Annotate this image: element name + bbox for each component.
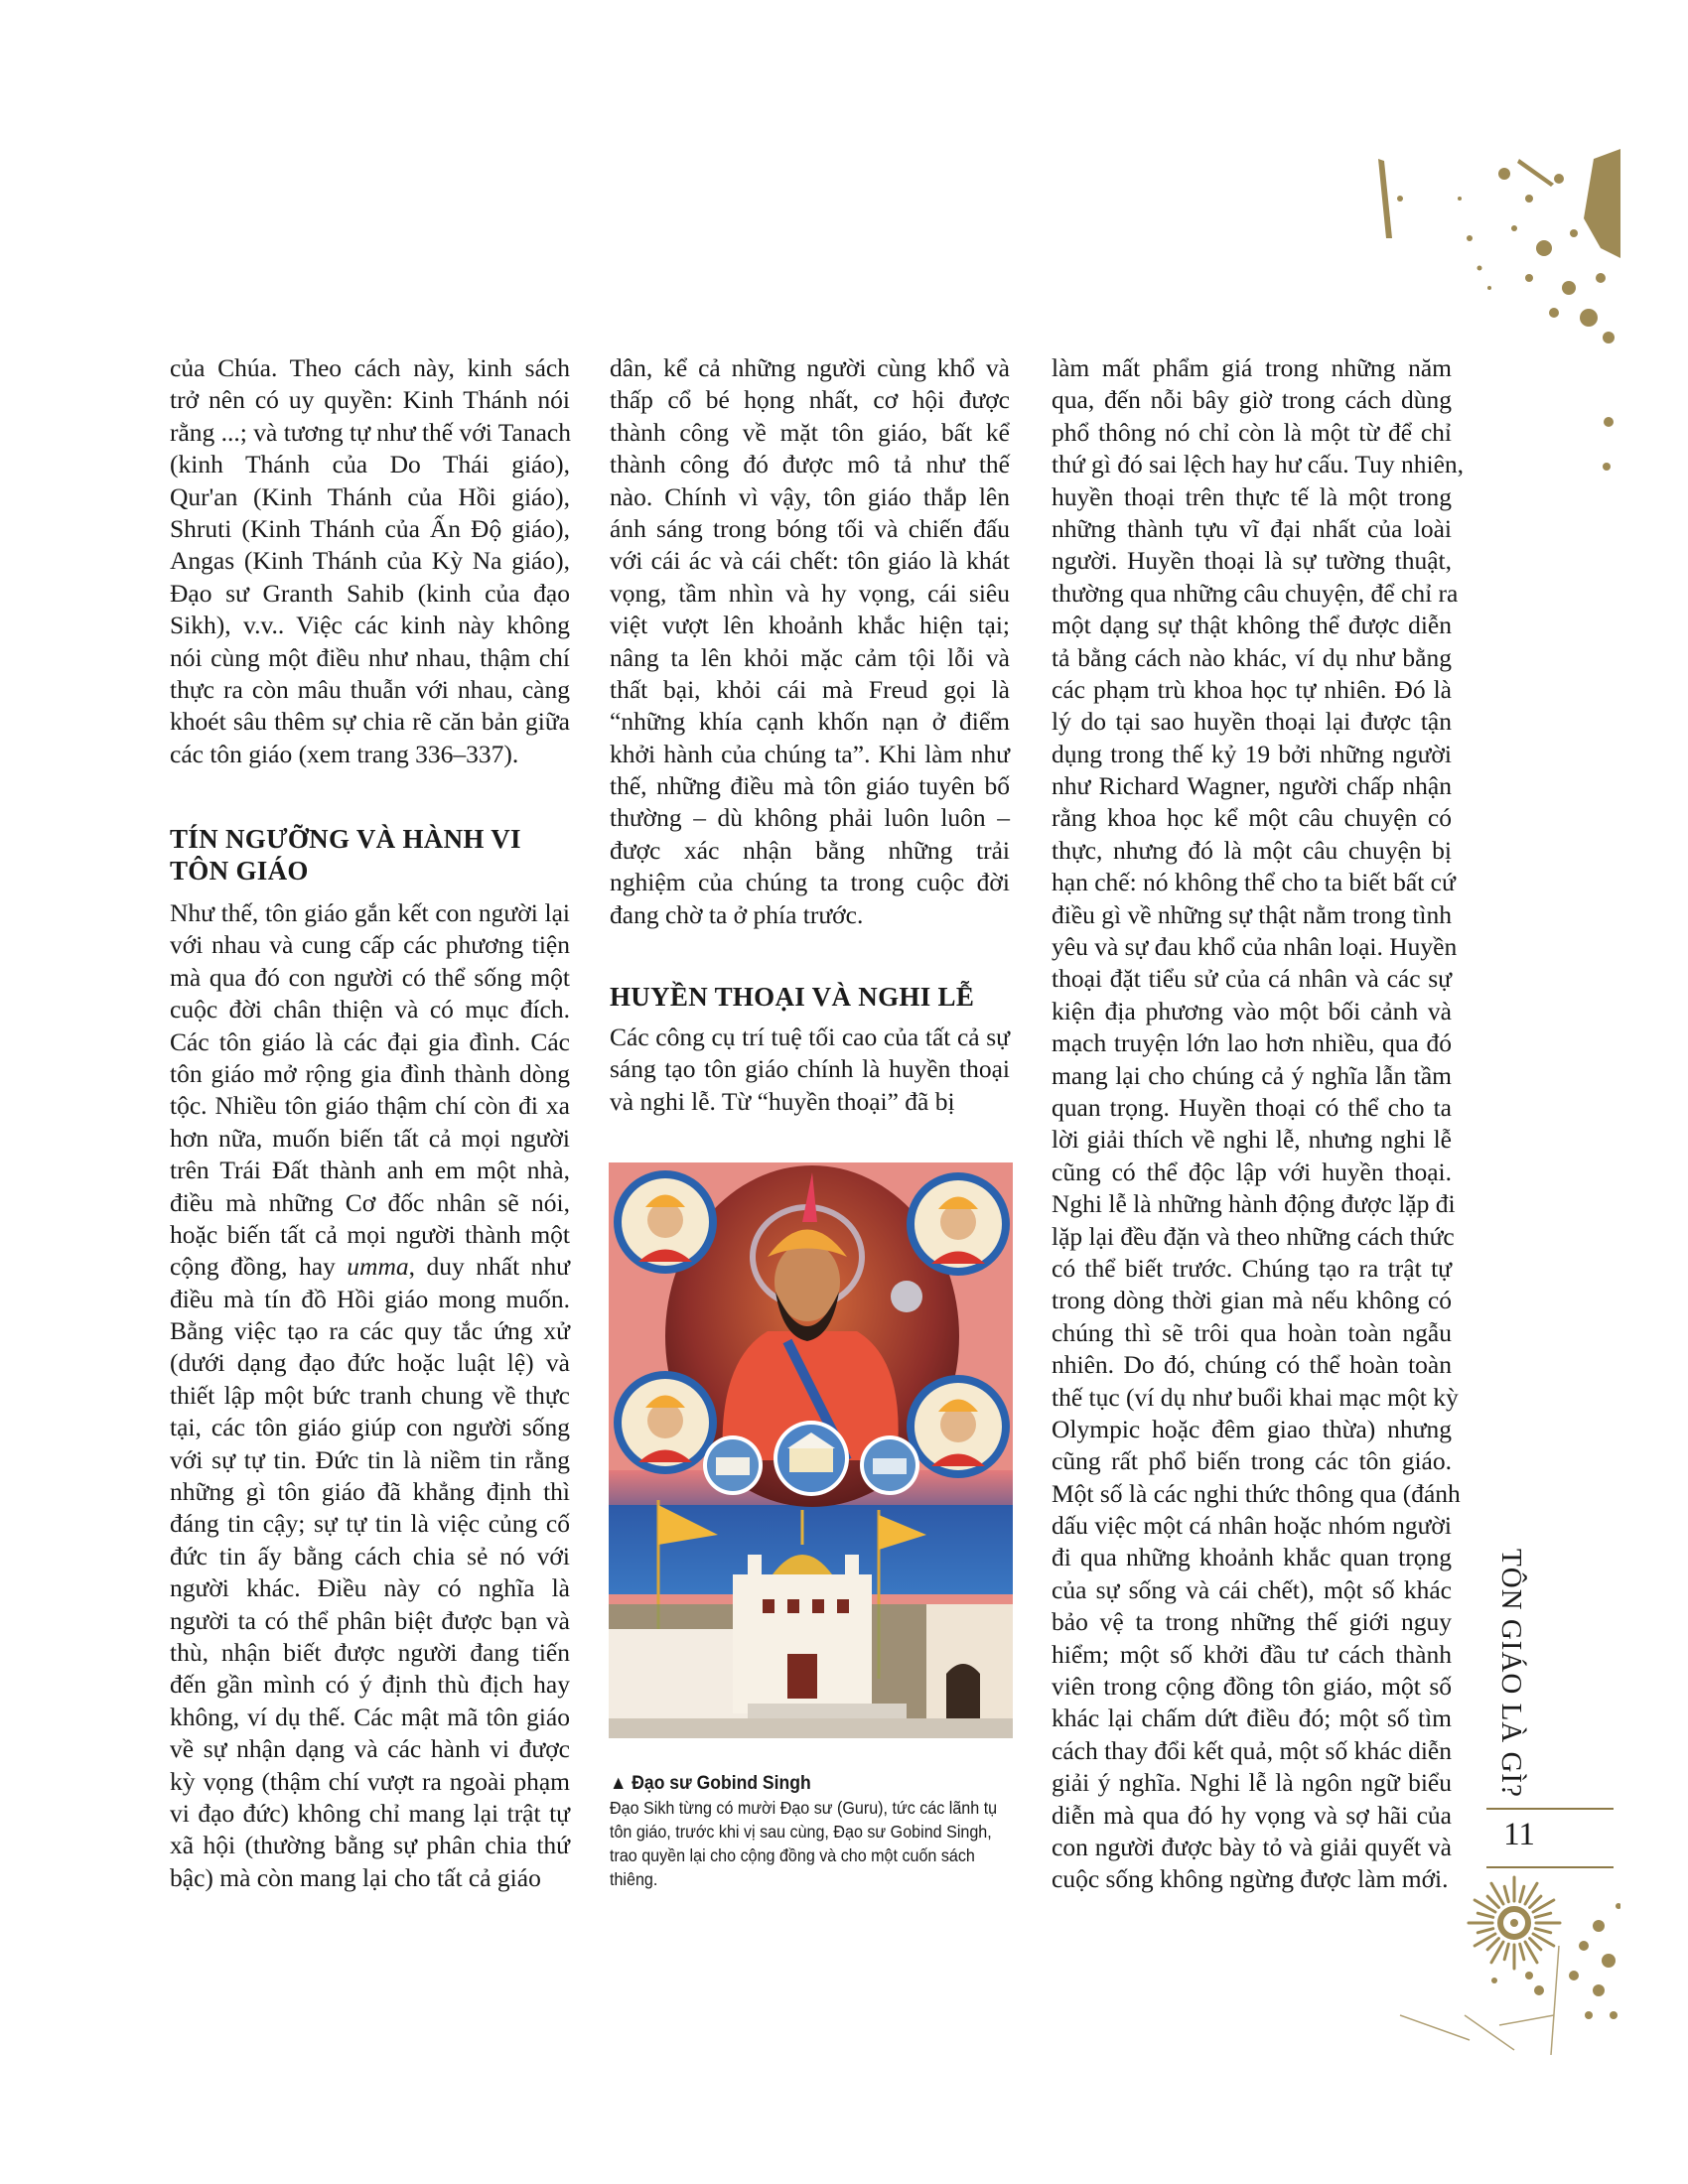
text-line: thực, nhưng đó là một câu chuyện bị: [1052, 835, 1452, 865]
heading-line: TÔN GIÁO: [170, 856, 309, 887]
column-1-text: [170, 352, 570, 770]
sun-ray: [1520, 1886, 1524, 1901]
text-line: được xác nhận bằng những trải: [610, 835, 1010, 865]
text-line: giải ý nghĩa. Nghi lễ là ngôn ngữ biểu: [1052, 1768, 1452, 1798]
text-line: tôn giáo mở rộng gia đình thành dòng: [170, 1058, 570, 1088]
text-line: yêu và sự đau khổ của nhân loại. Huyền: [1052, 932, 1458, 962]
section-heading-beliefs: [170, 822, 570, 887]
text-line: hơn nữa, muốn biến tất cả mọi người: [170, 1123, 570, 1153]
text-line: khác lại chấm dứt điều đó; một số tìm: [1052, 1704, 1452, 1733]
sun-ray: [1520, 1944, 1524, 1959]
text-line: kỳ vọng (thậm chí vượt ra ngoài phạm: [170, 1766, 570, 1796]
text-line: cũng có thể độc lập với huyền thoại.: [1052, 1157, 1452, 1186]
text-line: người khác. Điều này có nghĩa là: [170, 1573, 570, 1603]
text-line: dân, kể cả những người cùng khổ và: [610, 353, 1010, 382]
medallion-top-right: [907, 1172, 1010, 1276]
text-line: trong dòng thời gian mà nếu không có: [1052, 1286, 1452, 1315]
text-line: thứ gì đó sai lệch hay hư cấu. Tuy nhiên,: [1052, 450, 1465, 479]
text-line: sáng tạo tôn giáo chính là huyền thoại: [610, 1054, 1010, 1084]
figure-caption: [610, 1770, 1017, 1891]
text-line: lời giải thích về nghi lễ, nhưng nghi lễ: [1052, 1125, 1452, 1155]
text-line: đáng tin cậy; sự tự tin là việc củng cố: [170, 1509, 570, 1539]
text-line: nghiệm của chúng ta trong cuộc đời: [610, 868, 1010, 897]
text-line: cuộc đời chân thiện và có mục đích.: [170, 995, 570, 1024]
sun-ray: [1477, 1929, 1492, 1933]
text-line: những thành tựu vĩ đại nhất của loài: [1052, 513, 1452, 543]
text-line: về sự nhận dạng và các hành vi được: [170, 1734, 570, 1764]
text-line: nói cùng một điều như nhau, thậm chí: [170, 642, 570, 672]
text-line: thế tục (ví dụ như buổi khai mạc một kỳ: [1052, 1382, 1459, 1412]
text-line: (kinh Thánh của Do Thái giáo),: [170, 450, 570, 479]
page-number: 11: [1503, 1817, 1535, 1852]
section-heading-myth-ritual: HUYỀN THOẠI VÀ NGHI LỄ: [610, 982, 975, 1012]
text-line: mà qua đó con người có thể sống một: [170, 962, 570, 992]
temple-left-wall: [609, 1629, 748, 1718]
text-line: trên Trái Đất thành anh em một nhà,: [170, 1156, 570, 1185]
sun-ornament-decoration: [1370, 1866, 1620, 2065]
text-line: Đạo sư Granth Sahib (kinh của đạo: [170, 578, 570, 608]
text-line: điều mà tín đồ Hồi giáo mong muốn.: [170, 1284, 570, 1313]
text-line: mạch truyện lớn lao hơn nhiều, qua đó: [1052, 1028, 1452, 1058]
text-line: thành công đó được mô tả như thế: [610, 450, 1010, 479]
sun-ray: [1535, 1913, 1550, 1917]
sun-ray: [1535, 1929, 1550, 1933]
text-line: kiện địa phương vào một bối cảnh và: [1052, 996, 1452, 1025]
text-line: thấp cổ bé họng nhất, cơ hội được: [610, 385, 1010, 415]
text-line: bậc) mà còn mang lại cho tất cả giáo: [170, 1862, 541, 1892]
text-line: xã hội (thường bằng sự phân chia thứ: [170, 1831, 570, 1860]
medallion-bottom-left: [614, 1371, 717, 1474]
text-line: với sự tự tin. Đức tin là niềm tin rằng: [170, 1444, 570, 1474]
text-line: Olympic hoặc đêm giao thừa) nhưng: [1052, 1414, 1452, 1443]
text-line: hiểm; một số khởi đầu tư cách thành: [1052, 1639, 1452, 1669]
text-line: các tôn giáo (xem trang 336–337).: [170, 739, 519, 768]
text-line: nâng ta lên khỏi mặc cảm tội lỗi và: [610, 642, 1010, 672]
column-2-text: [610, 352, 1010, 931]
text-line: việt vượt lên khoảnh khắc hiện tại;: [610, 611, 1010, 640]
text-line: của sự sống và cái chết), một số khác: [1052, 1574, 1452, 1604]
text-line: như Richard Wagner, người chấp nhận: [1052, 771, 1452, 801]
heading-line: TÍN NGƯỠNG VÀ HÀNH VI: [170, 824, 521, 854]
text-line: dụng trong thế kỷ 19 bởi những người: [1052, 739, 1452, 768]
text-line: cũng rất phổ biến trong các tôn giáo.: [1052, 1446, 1452, 1476]
splatter-blob: [1584, 149, 1620, 258]
text-line: hoặc biến tất cả mọi người thành một: [170, 1219, 570, 1249]
text-line: người ta có thể phân biệt được bạn và: [170, 1605, 570, 1635]
text-line: quan trọng. Huyền thoại có thể cho ta: [1052, 1092, 1452, 1122]
text-line: làm mất phẩm giá trong những năm: [1052, 353, 1452, 382]
text-line: đến gần mình có ý định thù địch hay: [170, 1670, 570, 1700]
column-2-body: [610, 1022, 1010, 1118]
text-line: đang chờ ta ở phía trước.: [610, 899, 864, 929]
caption-title: [610, 1770, 976, 1796]
guru-gobind-singh-painting: [609, 1162, 1013, 1738]
text-line: Các công cụ trí tuệ tối cao của tất cả sự: [610, 1023, 1010, 1051]
text-line: thường – dù không phải luôn luôn –: [610, 803, 1010, 833]
text-line: của Chúa. Theo cách này, kinh sách: [170, 353, 570, 382]
text-line: với cái ác và cái chết: tôn giáo là khát: [610, 546, 1010, 576]
triangle-up-icon: ▲: [610, 1772, 628, 1794]
text-line: qua, đến nỗi bây giờ trong cách dùng: [1052, 385, 1452, 415]
text-line: thực ra còn mâu thuẫn với nhau, càng: [170, 674, 570, 704]
text-line: Nghi lễ là những hành động được lặp đi: [1052, 1189, 1456, 1219]
text-line: thù, nhận biết được người đang tiến: [170, 1637, 570, 1667]
text-line: thiết lập một bức tranh chung về thực: [170, 1380, 570, 1410]
text-line: cộng đồng, hay umma, duy nhất như: [170, 1252, 570, 1282]
text-line: đức tin ấy bằng cách chia sẻ nó với: [170, 1541, 570, 1570]
text-line: hạn chế: nó không thể cho ta biết bất cứ: [1052, 868, 1456, 897]
sun-ray: [1504, 1886, 1508, 1901]
column-1-body: [170, 897, 570, 1894]
text-line: Sikh), v.v.. Việc các kinh này không: [170, 611, 570, 640]
text-line: điều gì về những sự thật nằm trong tình: [1052, 899, 1453, 929]
text-line: rằng ...; và tương tự như thế với Tanach: [170, 417, 571, 447]
sun-ray: [1487, 1939, 1498, 1950]
text-line: người. Huyền thoại là sự tường thuật,: [1052, 546, 1452, 576]
text-line: phổ thông nó chỉ còn là một từ để chỉ: [1052, 417, 1452, 447]
text-line: ánh sáng trong bóng tối và chiến đấu: [610, 513, 1010, 543]
text-line: Như thế, tôn giáo gắn kết con người lại: [170, 898, 570, 927]
text-line: tộc. Nhiều tôn giáo thậm chí còn đi xa: [170, 1091, 570, 1121]
medallion-top-left: [614, 1170, 717, 1274]
text-line: Shruti (Kinh Thánh của Ấn Độ giáo),: [170, 513, 570, 543]
sun-ray: [1504, 1944, 1508, 1959]
falcon: [891, 1281, 922, 1312]
sun-ray: [1530, 1896, 1541, 1907]
text-line: điều mà những Cơ đốc nhân sẽ nói,: [170, 1187, 570, 1217]
text-line: các phạm trù khoa học tự nhiên. Đó là: [1052, 674, 1452, 704]
text-line: diễn mà qua đó hy vọng và sợ hãi của: [1052, 1800, 1452, 1830]
text-line: chúng thì sẽ trôi qua hoàn toàn ngẫu: [1052, 1317, 1452, 1347]
caption-body: Đạo Sikh từng có mười Đạo sư (Guru), tức các lãnh tụ tôn giáo, trước khi vị sau cùng, Đạo sư Gobind Singh, trao quyền lại cho cộng đồng và cho một cuốn sách thiêng.: [610, 1798, 998, 1889]
text-line: nhiên. Do đó, chúng có thể hoàn toàn: [1052, 1350, 1452, 1380]
text-line: có thể biết trước. Chúng tạo ra trật tự: [1052, 1253, 1452, 1283]
caption-title-text: Đạo sư Gobind Singh: [632, 1772, 811, 1794]
text-line: khởi hành của chúng ta”. Khi làm như: [610, 739, 1010, 768]
running-chapter-title: TÔN GIÁO LÀ GÌ?: [1495, 1549, 1527, 1798]
text-line: lý do tại sao huyền thoại lại được tận: [1052, 707, 1452, 737]
text-line: đi qua những khoảnh khắc quan trọng: [1052, 1543, 1452, 1572]
text-line: huyền thoại trên thực tế là một trong: [1052, 481, 1452, 511]
text-line: khoét sâu thêm sự chia rẽ căn bản giữa: [170, 707, 570, 737]
medallion-bottom-right: [907, 1375, 1010, 1478]
sun-ray: [1487, 1896, 1498, 1907]
column-3-text: [1052, 352, 1465, 1896]
splatter-dots: [1491, 1903, 1620, 2019]
text-line: vi đạo đức) không chỉ mang lại trật tự: [170, 1798, 570, 1828]
text-line: thất bại, khỏi cái mà Freud gọi là: [610, 674, 1010, 704]
text-line: Bằng việc tạo ra các quy tắc ứng xử: [170, 1316, 570, 1346]
text-line: viên trong cộng đồng tôn giáo, một số: [1052, 1672, 1452, 1702]
text-line: nào. Chính vì vậy, tôn giáo thắp lên: [610, 481, 1010, 511]
text-line: một dạng sự thật không thể được diễn: [1052, 611, 1452, 640]
text-line: rằng khoa học kể một câu chuyện có: [1052, 803, 1452, 833]
text-line: Angas (Kinh Thánh của Kỳ Na giáo),: [170, 546, 570, 576]
text-line: bảo vệ ta trong những thế giới nguy: [1052, 1607, 1452, 1637]
text-line: thành công về mặt tôn giáo, bất kể: [610, 417, 1010, 447]
text-line: cuộc sống không ngừng được làm mới.: [1052, 1864, 1449, 1894]
text-line: mang lại cho chúng cả ý nghĩa lẫn tầm: [1052, 1060, 1452, 1090]
text-line: (dưới dạng đạo đức hoặc luật lệ) và: [170, 1348, 570, 1378]
text-line: Qur'an (Kinh Thánh của Hồi giáo),: [170, 481, 570, 511]
text-line: trở nên có uy quyền: Kinh Thánh nói: [170, 385, 570, 415]
text-line: con người được bày tỏ và giải quyết và: [1052, 1832, 1452, 1861]
text-line: Các tôn giáo là các đại gia đình. Các: [170, 1026, 570, 1056]
text-line: không, ví dụ thế. Các mật mã tôn giáo: [170, 1702, 570, 1731]
text-line: và nghi lễ. Từ “huyền thoại” đã bị: [610, 1086, 955, 1116]
text-line: tại, các tôn giáo giúp con người sống: [170, 1413, 570, 1442]
sun-ray: [1530, 1939, 1541, 1950]
text-line: thường qua những câu chuyện, để chỉ ra: [1052, 578, 1459, 608]
text-line: tả bằng cách nào khác, ví dụ như bằng: [1052, 642, 1452, 672]
text-line: thế, những điều mà tôn giáo tuyên bố: [610, 771, 1010, 801]
text-line: “những khía cạnh khốn nạn ở điểm: [610, 707, 1010, 737]
divider-rule-top: [1486, 1808, 1614, 1810]
text-line: với nhau và cung cấp các phương tiện: [170, 930, 570, 960]
text-line: những gì tôn giáo đã khẳng định thì: [170, 1477, 570, 1507]
text-line: vọng, tầm nhìn và hy vọng, cái siêu: [610, 578, 1010, 608]
text-line: dấu việc một cá nhân hoặc nhóm người: [1052, 1511, 1452, 1541]
text-line: cách thay đổi kết quả, một số khác diễn: [1052, 1735, 1452, 1765]
text-line: thoại đặt tiểu sử của cá nhân và các sự: [1052, 964, 1452, 994]
text-line: lặp lại đều đặn và theo những cách thức: [1052, 1221, 1455, 1251]
text-line: Một số là các nghi thức thông qua (đánh: [1052, 1478, 1461, 1508]
sun-ray: [1477, 1913, 1492, 1917]
